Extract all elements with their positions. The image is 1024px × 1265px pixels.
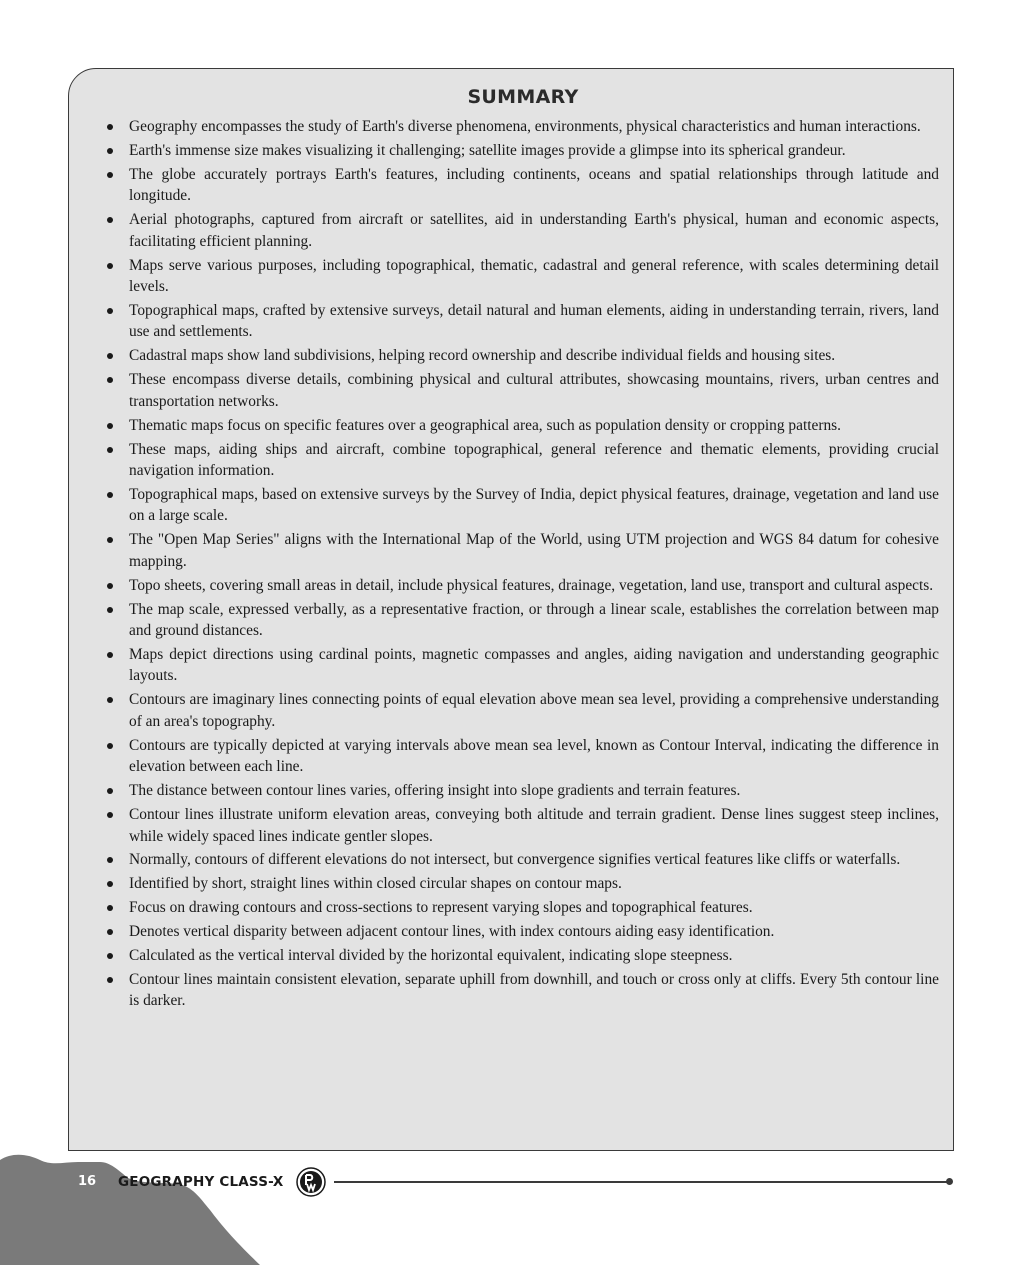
summary-box [68,68,954,1151]
bullet-icon [107,148,113,154]
bullet-icon [107,217,113,223]
summary-item-text: Geography encompasses the study of Earth's diverse phenomena, environments, physical characteristics and human interactions. [129,118,921,135]
summary-item-text: Contours are typically depicted at varying intervals above mean sea level, known as Contour Interval, indicating the difference in elevation between each line. [129,736,939,776]
summary-list-item [107,644,939,687]
bullet-icon [107,377,113,383]
summary-item-text: Maps depict directions using cardinal points, magnetic compasses and angles, aiding navigation and understanding geographic layouts. [129,645,939,685]
summary-item-text: Contours are imaginary lines connecting points of equal elevation above mean sea level, providing a comprehensive understanding of an area's topography. [129,691,939,730]
summary-item-text: Topographical maps, crafted by extensive surveys, detail natural and human elements, aiding in understanding terrain, rivers, land use and settlements. [129,301,939,341]
summary-item-text: Topo sheets, covering small areas in detail, include physical features, drainage, vegetation, land use, transport and cultural aspects. [129,576,934,594]
bullet-icon [107,537,113,543]
summary-list-item [107,945,939,967]
bullet-icon [107,447,113,453]
summary-list-item [107,735,939,778]
summary-list-item [107,369,939,412]
bullet-icon [107,652,113,658]
summary-item-text: The globe accurately portrays Earth's features, including continents, oceans and spatial relationships through latitude and longitude. [129,165,939,205]
summary-list-item [107,116,939,138]
bullet-icon [107,905,113,911]
summary-item-text: The map scale, expressed verbally, as a representative fraction, or through a linear scale, establishes the correlation between map and ground distances. [129,600,939,640]
summary-item-text: Maps serve various purposes, including topographical, thematic, cadastral and general reference, with scales determining detail levels. [129,256,939,296]
summary-item-text: Topographical maps, based on extensive surveys by the Survey of India, depict physical features, drainage, vegetation and land use on a large scale. [129,485,939,525]
bullet-icon [107,743,113,749]
footer-rule-end-dot [946,1178,953,1185]
summary-item-text: Normally, contours of different elevations do not intersect, but convergence signifies vertical features like cliffs or waterfalls. [129,851,901,869]
summary-list-item [107,484,939,527]
bullet-icon [107,697,113,703]
summary-item-text: Contour lines illustrate uniform elevation areas, conveying both altitude and terrain gradient. Dense lines suggest steep inclines, while widely spaced lines indicate gentler slopes. [129,806,939,845]
summary-item-text: These encompass diverse details, combining physical and cultural attributes, showcasing mountains, rivers, urban centres and transportation networks. [129,371,939,410]
summary-item-text: Contour lines maintain consistent elevation, separate uphill from downhill, and touch or cross only at cliffs. Every 5th contour line is darker. [129,970,939,1010]
footer-decoration-blob [0,1150,260,1265]
bullet-icon [107,124,113,130]
bullet-icon [107,308,113,314]
summary-list-item [107,897,939,919]
bullet-icon [107,263,113,269]
bullet-icon [107,607,113,613]
bullet-icon [107,353,113,359]
summary-list-item [107,164,939,207]
summary-item-text: Calculated as the vertical interval divided by the horizontal equivalent, indicating slope steepness. [129,946,733,964]
bullet-icon [107,812,113,818]
page-number: 16 [77,1174,97,1189]
summary-list-item [107,345,939,367]
summary-list-item [107,689,939,732]
summary-list-item [107,575,939,597]
bullet-icon [107,172,113,178]
summary-item-text: Identified by short, straight lines within closed circular shapes on contour maps. [129,875,622,893]
summary-item-text: Focus on drawing contours and cross-sections to represent varying slopes and topographical features. [129,899,753,917]
summary-item-text: These maps, aiding ships and aircraft, combine topographical, general reference and thematic elements, providing crucial navigation information. [129,440,939,480]
summary-list-item [107,921,939,943]
bullet-icon [107,583,113,589]
summary-title: SUMMARY [467,86,579,108]
bullet-icon [107,492,113,498]
bullet-icon [107,977,113,983]
summary-list-item [107,599,939,642]
footer-book-title: GEOGRAPHY CLASS-X [118,1174,284,1190]
bullet-icon [107,423,113,429]
summary-list-item [107,415,939,437]
summary-list-item [107,255,939,298]
bullet-icon [107,788,113,794]
footer-rule-line [334,1181,948,1183]
bullet-icon [107,953,113,959]
summary-list-item [107,780,939,802]
summary-item-text: Thematic maps focus on specific features over a geographical area, such as population density or cropping patterns. [129,416,841,434]
summary-item-text: Earth's immense size makes visualizing it challenging; satellite images provide a glimpse into its spherical grandeur. [129,141,846,159]
bullet-icon [107,881,113,887]
summary-list-item [107,209,939,252]
summary-list-item [107,873,939,895]
bullet-icon [107,857,113,863]
summary-list [107,116,939,1012]
summary-list-item [107,300,939,343]
summary-item-text: The distance between contour lines varies, offering insight into slope gradients and terrain features. [129,782,741,800]
pw-logo-icon [296,1167,326,1197]
summary-list-item [107,969,939,1012]
bullet-icon [107,929,113,935]
summary-item-text: Aerial photographs, captured from aircraft or satellites, aid in understanding Earth's physical, human and economic aspects, facilitating efficient planning. [129,211,939,250]
summary-list-item [107,140,939,162]
summary-item-text: Cadastral maps show land subdivisions, helping record ownership and describe individual fields and housing sites. [129,347,836,365]
summary-item-text: The "Open Map Series" aligns with the International Map of the World, using UTM projection and WGS 84 datum for cohesive mapping. [129,531,939,570]
summary-list-item [107,529,939,572]
summary-list-item [107,804,939,847]
summary-item-text: Denotes vertical disparity between adjacent contour lines, with index contours aiding easy identification. [129,923,775,941]
summary-list-item [107,849,939,871]
summary-list-item [107,439,939,482]
